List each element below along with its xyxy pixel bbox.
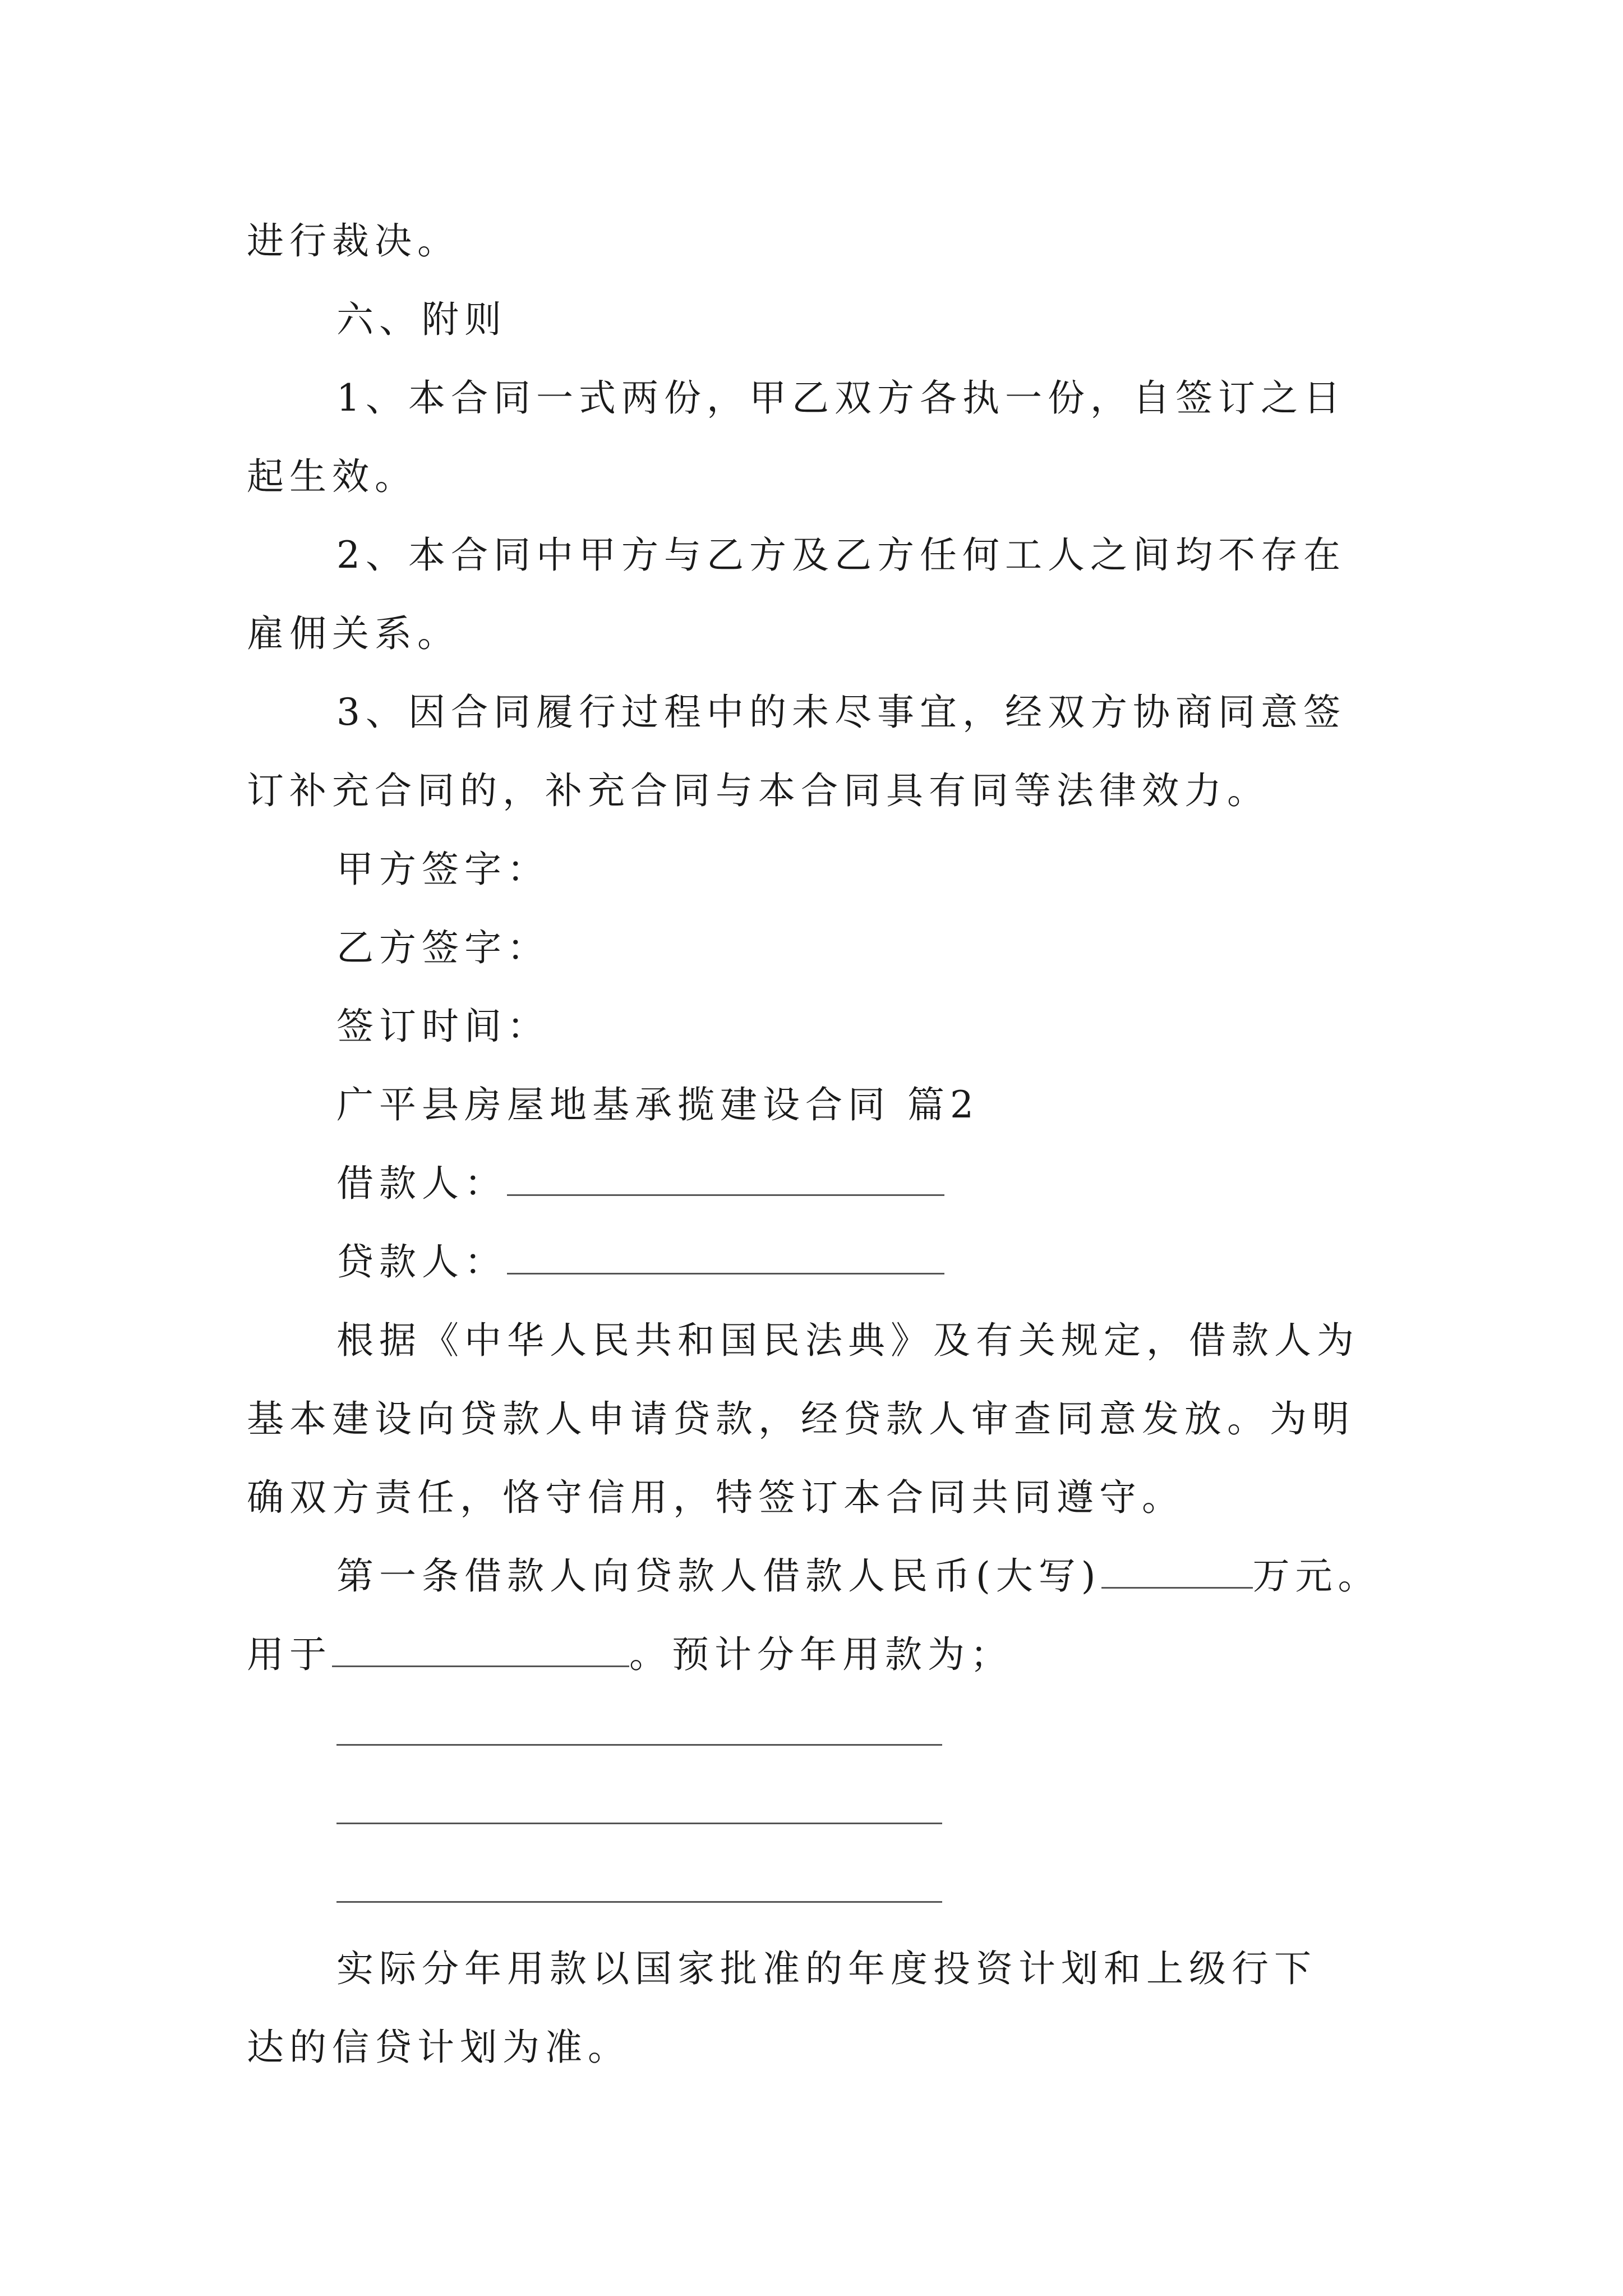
amount-blank — [791, 1789, 942, 1824]
party-a-signature-label: 甲方签字： — [336, 848, 550, 891]
party-b-signature-label: 乙方签字： — [336, 926, 550, 969]
text-line: 实际分年用款以国家批准的年度投资计划和上级行下 — [336, 1947, 1317, 1990]
schedule-row — [336, 1865, 942, 1916]
lender-blank — [507, 1239, 944, 1274]
text-line: 雇佣关系。 — [247, 612, 460, 655]
signing-date-label: 签订时间： — [336, 1005, 550, 1048]
purpose-label: 用于 — [247, 1633, 332, 1676]
amount-blank — [488, 1867, 639, 1903]
text-line: 1、本合同一式两份，甲乙双方各执一份，自签订之日 — [336, 376, 1346, 420]
schedule-row — [336, 1787, 942, 1837]
text-line: 订补充合同的，补充合同与本合同具有同等法律效力。 — [247, 769, 1270, 812]
loan-amount-blank — [1101, 1553, 1253, 1589]
text-line: 进行裁决。 — [247, 219, 460, 263]
article-one-text: 第一条借款人向贷款人借款人民币(大写) — [336, 1554, 1101, 1598]
borrower-blank — [507, 1161, 944, 1196]
amount-blank — [791, 1867, 942, 1903]
year-blank — [336, 1710, 488, 1746]
purpose-line — [247, 1630, 1013, 1680]
text-line: 2、本合同中甲方与乙方及乙方任何工人之间均不存在 — [336, 533, 1346, 577]
year-blank — [336, 1867, 488, 1903]
borrower-line — [336, 1158, 944, 1209]
text-line: 达的信贷计划为准。 — [247, 2026, 630, 2069]
purpose-blank — [332, 1632, 629, 1667]
text-line: 根据《中华人民共和国民法典》及有关规定，借款人为 — [336, 1319, 1359, 1362]
year-blank — [639, 1710, 791, 1746]
amount-blank — [488, 1710, 639, 1746]
amount-blank — [791, 1710, 942, 1746]
article-one-line — [336, 1551, 1381, 1602]
purpose-tail-text: 。预计分年用款为； — [629, 1633, 1013, 1676]
contract-part-number: 篇2 — [907, 1083, 979, 1126]
text-line: 起生效。 — [247, 455, 417, 498]
year-blank — [639, 1867, 791, 1903]
text-line: 基本建设向贷款人申请贷款，经贷款人审查同意发放。为明 — [247, 1397, 1355, 1441]
contract-title — [336, 1080, 979, 1130]
wan-yuan-text: 万元。 — [1252, 1554, 1381, 1598]
year-blank — [639, 1789, 791, 1824]
borrower-label: 借款人： — [336, 1162, 507, 1205]
year-blank — [336, 1789, 488, 1824]
lender-line — [336, 1237, 944, 1287]
section-heading: 六、附则 — [336, 298, 507, 341]
lender-label: 贷款人： — [336, 1240, 507, 1283]
amount-blank — [488, 1789, 639, 1824]
schedule-row — [336, 1708, 942, 1759]
text-line: 确双方责任，恪守信用，特签订本合同共同遵守。 — [247, 1476, 1184, 1519]
text-line: 3、因合同履行过程中的未尽事宜，经双方协商同意签 — [336, 691, 1346, 734]
contract-title-text: 广平县房屋地基承揽建设合同 — [336, 1083, 891, 1126]
